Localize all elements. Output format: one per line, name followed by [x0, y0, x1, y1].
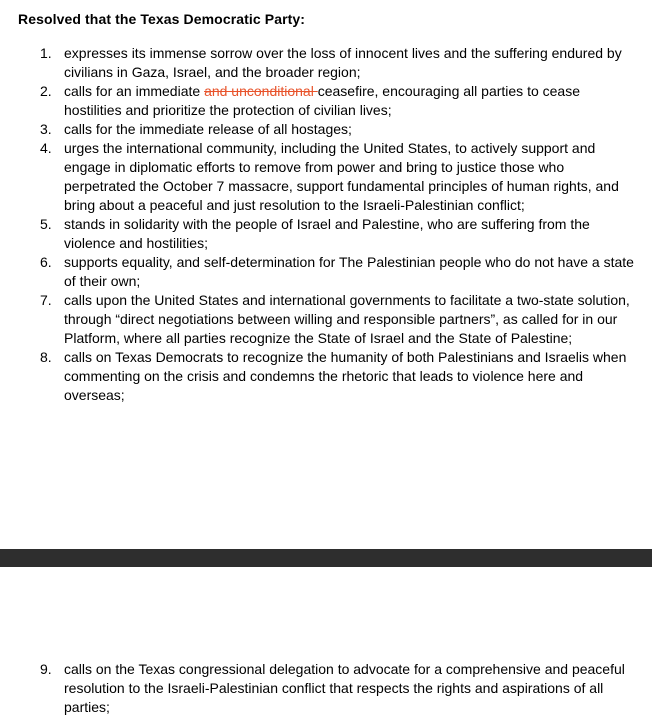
item-text: supports equality, and self-determination for The Palestinian people who do not have a state of their own; — [64, 254, 634, 289]
list-item-2 — [0, 82, 652, 120]
item-text: calls on the Texas congressional delegation to advocate for a comprehensive and peaceful resolution to the Israeli-Palestinian conflict that respects the rights and aspirations of all parties; — [64, 661, 625, 715]
item-text: expresses its immense sorrow over the loss of innocent lives and the suffering endured by civilians in Gaza, Israel, and the broader region; — [64, 45, 622, 80]
resolution-list-continued — [0, 660, 652, 717]
list-item-7 — [0, 291, 652, 348]
item-text: urges the international community, including the United States, to actively support and engage in diplomatic efforts to remove from power and bring to justice those who perpetrated the October 7 massacre, support fundamental principles of human rights, and bring about a peaceful and just resolution to the Israeli-Palestinian conflict; — [64, 140, 619, 213]
item-number: 9. — [40, 661, 52, 677]
item-text-after: ceasefire, encouraging all parties to cease hostilities and prioritize the protection of civilian lives; — [64, 83, 580, 118]
list-item-8 — [0, 348, 652, 405]
item-text — [64, 82, 634, 120]
item-number: 2. — [40, 83, 52, 99]
item-number: 3. — [40, 121, 52, 137]
list-item-4 — [0, 139, 652, 215]
item-number: 4. — [40, 140, 52, 156]
item-number: 8. — [40, 349, 52, 365]
item-text: stands in solidarity with the people of Israel and Palestine, who are suffering from the violence and hostilities; — [64, 216, 590, 251]
item-text-before: calls for an immediate — [64, 83, 205, 99]
list-item-5 — [0, 215, 652, 253]
item-number: 7. — [40, 292, 52, 308]
document-page-bottom — [0, 567, 652, 721]
list-item-3 — [0, 120, 652, 139]
list-item-1 — [0, 44, 652, 82]
struck-through-text: and unconditional — [204, 83, 318, 99]
page-break-divider — [0, 549, 652, 567]
item-text: calls upon the United States and international governments to facilitate a two-state solution, through “direct negotiations between willing and responsible partners”, as called for in our Platform, where all parties recognize the State of Israel and the State of Palestine; — [64, 292, 630, 346]
list-item-9 — [0, 660, 652, 717]
item-number: 5. — [40, 216, 52, 232]
item-number: 6. — [40, 254, 52, 270]
resolution-list — [0, 44, 652, 405]
list-item-6 — [0, 253, 652, 291]
resolution-heading: Resolved that the Texas Democratic Party: — [18, 11, 306, 27]
item-text: calls on Texas Democrats to recognize the humanity of both Palestinians and Israelis when commenting on the crisis and condemns the rhetoric that leads to violence here and overseas; — [64, 349, 627, 403]
item-text: calls for the immediate release of all hostages; — [64, 121, 352, 137]
item-number: 1. — [40, 45, 52, 61]
